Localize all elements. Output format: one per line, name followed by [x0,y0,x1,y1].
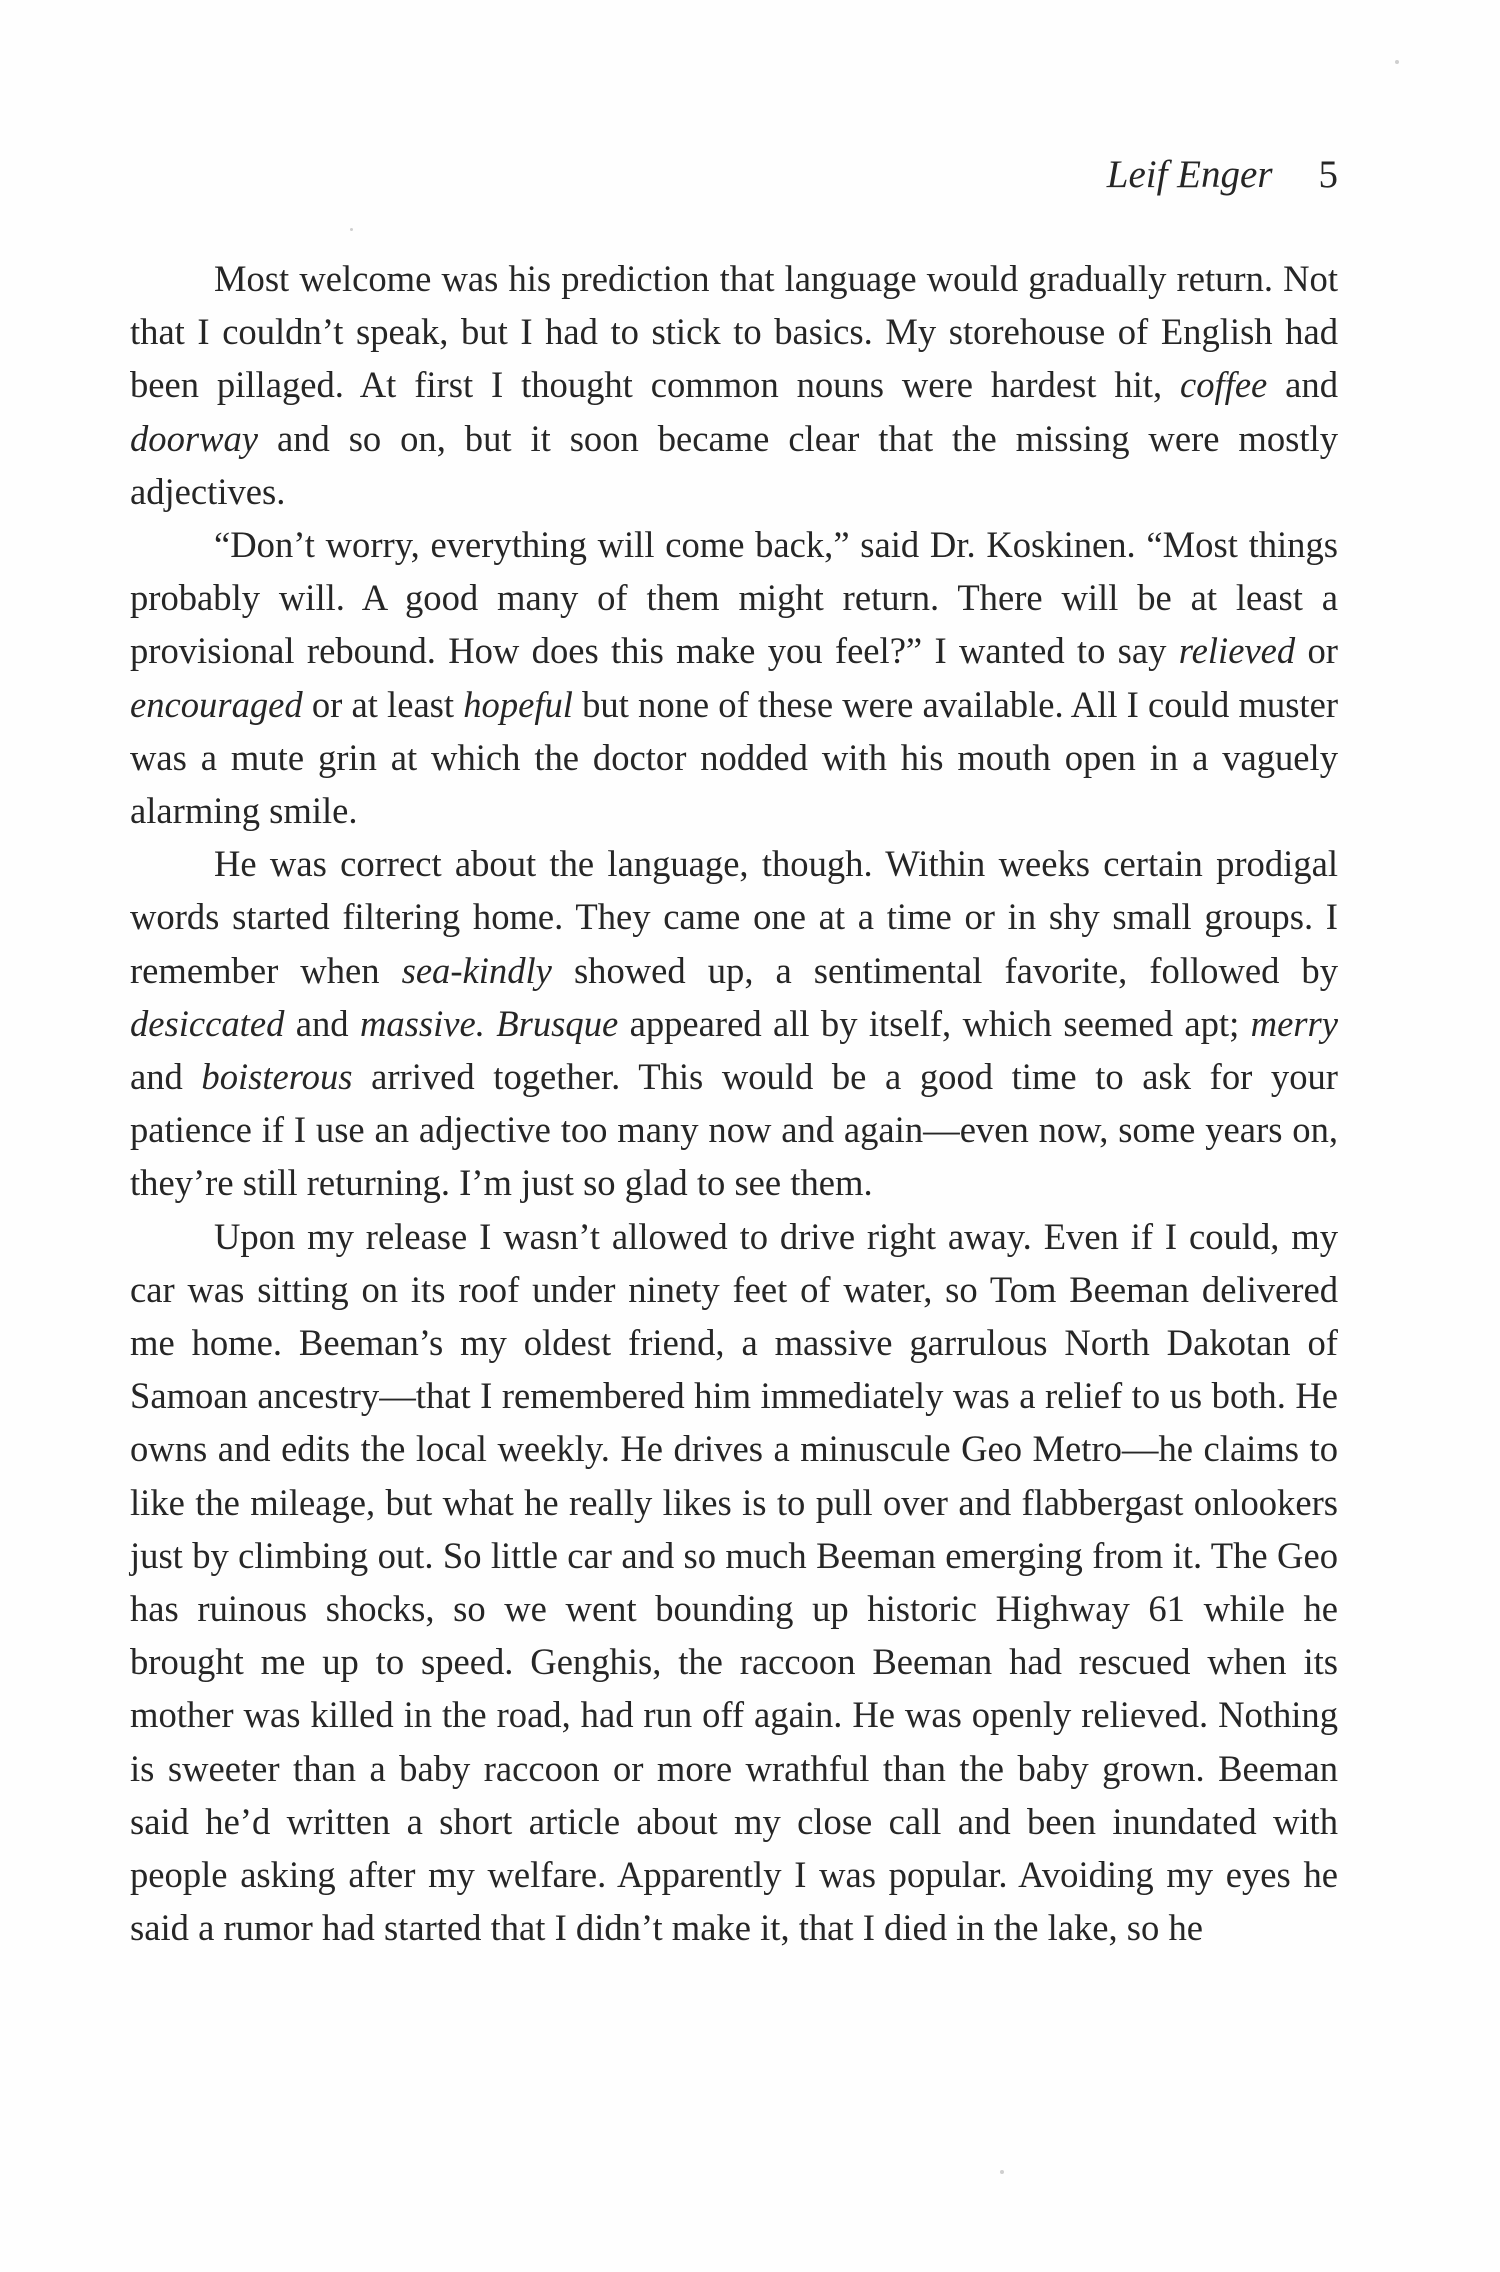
scan-speck [1000,2170,1004,2174]
running-head-author: Leif Enger [1106,153,1273,196]
text-run-italic: hopeful [463,683,573,725]
text-run: showed up, a sentimental favorite, followed by [551,949,1339,991]
text-run-italic: boisterous [201,1056,353,1098]
paragraph [130,518,1338,837]
text-run: Most welcome was his prediction that language would gradually return. Not that I couldn’t speak, but I had to stick to basics. My storehouse of English had been pillaged. At first I thought common nouns were hardest hit, [130,258,1338,406]
text-run: but none of these were available. All I could muster was a mute grin at which the doctor nodded with his mouth open in a vaguely alarming smile. [130,683,1339,832]
text-run: and [284,1002,360,1044]
text-run: appeared all by itself, which seemed apt; [618,1002,1251,1044]
paragraph [130,252,1338,518]
text-run-italic: doorway [130,417,259,459]
text-run-italic: sea-kindly [401,949,552,991]
text-run-italic: encouraged [130,683,303,725]
text-run: or [1295,630,1338,672]
text-run: arrived together. This would be a good time to ask for your patience if I use an adjective too many now and again—even now, some years on, they’re still returning. I’m just so glad to see them. [130,1056,1338,1204]
text-run: Upon my release I wasn’t allowed to drive right away. Even if I could, my car was sitting on its roof under ninety feet of water, so Tom Beeman delivered me home. Beeman’s my oldest friend, a massive garrulous North Dakotan of Samoan ancestry—that I remembered him immediately was a relief to us both. He owns and edits the local weekly. He drives a minuscule Geo Metro—he claims to like the mileage, but what he really likes is to pull over and flabbergast onlookers just by climbing out. So little car and so much Beeman emerging from it. The Geo has ruinous shocks, so we went bounding up historic Highway 61 while he brought me up to speed. Genghis, the raccoon Beeman had rescued when its mother was killed in the road, had run off again. He was openly relieved. Nothing is sweeter than a baby raccoon or more wrathful than the baby grown. Beeman said he’d written a short article about my close call and been inundated with people asking after my welfare. Apparently I was popular. Avoiding my eyes he said a rumor had started that I didn’t make it, that I died in the lake, so he [130,1215,1338,1949]
text-run: and [130,1056,202,1098]
text-run: and [1267,364,1338,406]
scan-speck [1395,60,1399,64]
text-run: He was correct about the language, though. Within weeks certain prodigal words started filtering home. They came one at a time or in shy small groups. I remember when [130,843,1338,991]
paragraph [130,1210,1338,1955]
text-run: “Don’t worry, everything will come back,” said Dr. Koskinen. “Most things probably will. A good many of them might return. There will be at least a provisional rebound. How does this make you feel?” I wanted to say [130,524,1338,672]
text-run: and so on, but it soon became clear that the missing were mostly adjectives. [130,417,1338,512]
text-run-italic: massive. Brusque [359,1002,619,1044]
text-run-italic: merry [1250,1002,1339,1044]
body-text [130,252,1338,1955]
text-run-italic: desiccated [130,1002,285,1044]
text-run-italic: coffee [1179,364,1268,406]
page-number: 5 [1318,153,1338,196]
scan-speck [350,228,353,231]
text-run: or at least [302,683,464,725]
paragraph [130,837,1338,1209]
running-head [130,150,1338,200]
text-run-italic: relieved [1178,630,1296,672]
